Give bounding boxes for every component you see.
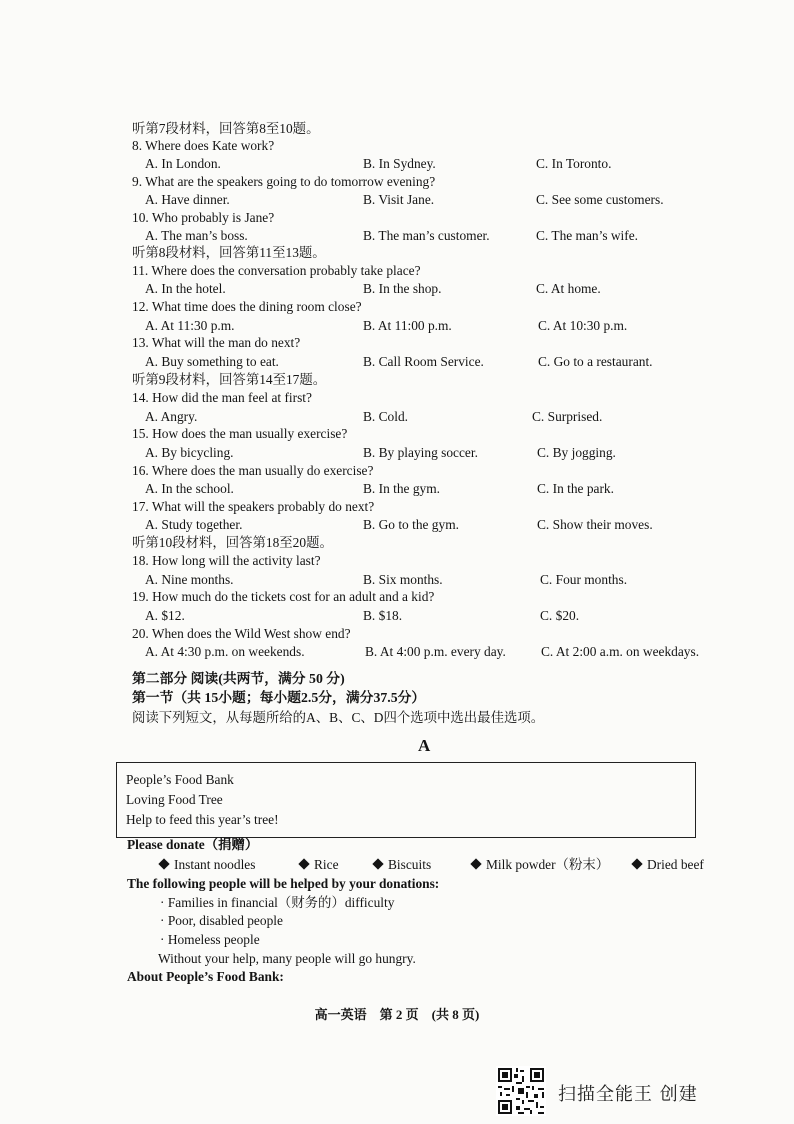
- food-bank-notice-box: [116, 762, 696, 838]
- donate-item: Rice: [300, 857, 339, 873]
- option-b: B. $18.: [363, 608, 403, 623]
- part-title: 第二部分 阅读(共两节，满分 50 分): [132, 671, 345, 686]
- option-c: C. See some customers.: [536, 192, 664, 207]
- question-20: 20. When does the Wild West show end?: [132, 626, 351, 641]
- option-b: B. In the gym.: [363, 481, 440, 496]
- option-a: A. In London.: [145, 156, 221, 171]
- option-b: B. By playing soccer.: [363, 445, 478, 460]
- question-19: 19. How much do the tickets cost for an adult and a kid?: [132, 589, 435, 604]
- option-b: B. Call Room Service.: [363, 354, 484, 369]
- option-c: C. Show their moves.: [537, 517, 653, 532]
- option-c: C. Go to a restaurant.: [538, 354, 653, 369]
- option-a: A. Buy something to eat.: [145, 354, 279, 369]
- helped-item: · Homeless people: [160, 932, 260, 947]
- question-14: 14. How did the man feel at first?: [132, 390, 312, 405]
- option-a: A. By bicycling.: [145, 445, 234, 460]
- option-c: C. The man’s wife.: [536, 228, 639, 243]
- helped-heading: The following people will be helped by your donations:: [127, 876, 440, 891]
- passage-label: A: [418, 736, 431, 755]
- scanner-watermark: 扫描全能王 创建: [558, 1084, 698, 1105]
- option-c: C. Surprised.: [532, 409, 603, 424]
- part-subtitle: 第一节（共 15小题；每小题2.5分，满分37.5分）: [132, 690, 426, 705]
- notice-line: Loving Food Tree: [126, 792, 223, 807]
- section-heading: 听第10段材料，回答第18至20题。: [132, 535, 333, 550]
- bleed-through: [640, 124, 643, 139]
- option-b: B. In the shop.: [363, 281, 442, 296]
- option-a: A. In the school.: [145, 481, 234, 496]
- donate-item: Dried beef: [633, 857, 704, 873]
- option-a: A. At 11:30 p.m.: [145, 318, 235, 333]
- section-heading: 听第7段材料，回答第8至10题。: [132, 121, 320, 136]
- option-c: C. In the park.: [537, 481, 614, 496]
- option-a: A. The man’s boss.: [145, 228, 248, 243]
- question-9: 9. What are the speakers going to do tomorrow evening?: [132, 174, 436, 189]
- option-b: B. Cold.: [363, 409, 409, 424]
- about-heading: About People’s Food Bank:: [127, 969, 284, 984]
- option-c: C. Four months.: [540, 572, 628, 587]
- option-a: A. Angry.: [145, 409, 198, 424]
- question-8: 8. Where does Kate work?: [132, 138, 275, 153]
- diamond-bullet-icon: [158, 858, 169, 869]
- option-a: A. $12.: [145, 608, 185, 623]
- option-a: A. In the hotel.: [145, 281, 226, 296]
- page-footer: 高一英语 第 2 页 (共 8 页): [314, 1007, 480, 1022]
- helped-item: · Families in financial（财务的）difficulty: [160, 895, 395, 910]
- option-b: B. At 11:00 p.m.: [363, 318, 452, 333]
- option-c: C. $20.: [540, 608, 580, 623]
- option-b: B. Go to the gym.: [363, 517, 459, 532]
- option-c: C. By jogging.: [537, 445, 616, 460]
- option-c: C. In Toronto.: [536, 156, 612, 171]
- qr-code-icon: [496, 1066, 546, 1116]
- question-13: 13. What will the man do next?: [132, 335, 301, 350]
- option-a: A. At 4:30 p.m. on weekends.: [145, 644, 305, 659]
- option-b: B. Six months.: [363, 572, 443, 587]
- notice-line: People’s Food Bank: [126, 772, 234, 787]
- helped-item: · Poor, disabled people: [160, 913, 283, 928]
- option-b: B. In Sydney.: [363, 156, 436, 171]
- option-c: C. At 10:30 p.m.: [538, 318, 628, 333]
- question-16: 16. Where does the man usually do exercise?: [132, 463, 374, 478]
- donate-item: Milk powder（粉末）: [472, 857, 609, 873]
- option-c: C. At home.: [536, 281, 601, 296]
- notice-line: Help to feed this year’s tree!: [126, 812, 279, 827]
- question-18: 18. How long will the activity last?: [132, 553, 321, 568]
- diamond-bullet-icon: [372, 858, 383, 869]
- question-12: 12. What time does the dining room close?: [132, 299, 362, 314]
- diamond-bullet-icon: [470, 858, 481, 869]
- part-instructions: 阅读下列短文，从每题所给的A、B、C、D四个选项中选出最佳选项。: [132, 710, 545, 725]
- question-15: 15. How does the man usually exercise?: [132, 426, 348, 441]
- option-a: A. Nine months.: [145, 572, 234, 587]
- option-b: B. Visit Jane.: [363, 192, 435, 207]
- diamond-bullet-icon: [631, 858, 642, 869]
- donate-item: Instant noodles: [160, 857, 255, 873]
- section-heading: 听第9段材料，回答第14至17题。: [132, 372, 327, 387]
- section-heading: 听第8段材料，回答第11至13题。: [132, 245, 326, 260]
- question-17: 17. What will the speakers probably do next?: [132, 499, 375, 514]
- question-11: 11. Where does the conversation probably take place?: [132, 263, 421, 278]
- closing-sentence: Without your help, many people will go hungry.: [158, 951, 416, 966]
- option-a: A. Study together.: [145, 517, 243, 532]
- donate-heading: Please donate（捐赠）: [127, 837, 259, 852]
- donate-item: Biscuits: [374, 857, 431, 873]
- option-b: B. At 4:00 p.m. every day.: [365, 644, 506, 659]
- question-10: 10. Who probably is Jane?: [132, 210, 275, 225]
- option-c: C. At 2:00 a.m. on weekdays.: [541, 644, 700, 659]
- option-a: A. Have dinner.: [145, 192, 230, 207]
- diamond-bullet-icon: [298, 858, 309, 869]
- option-b: B. The man’s customer.: [363, 228, 490, 243]
